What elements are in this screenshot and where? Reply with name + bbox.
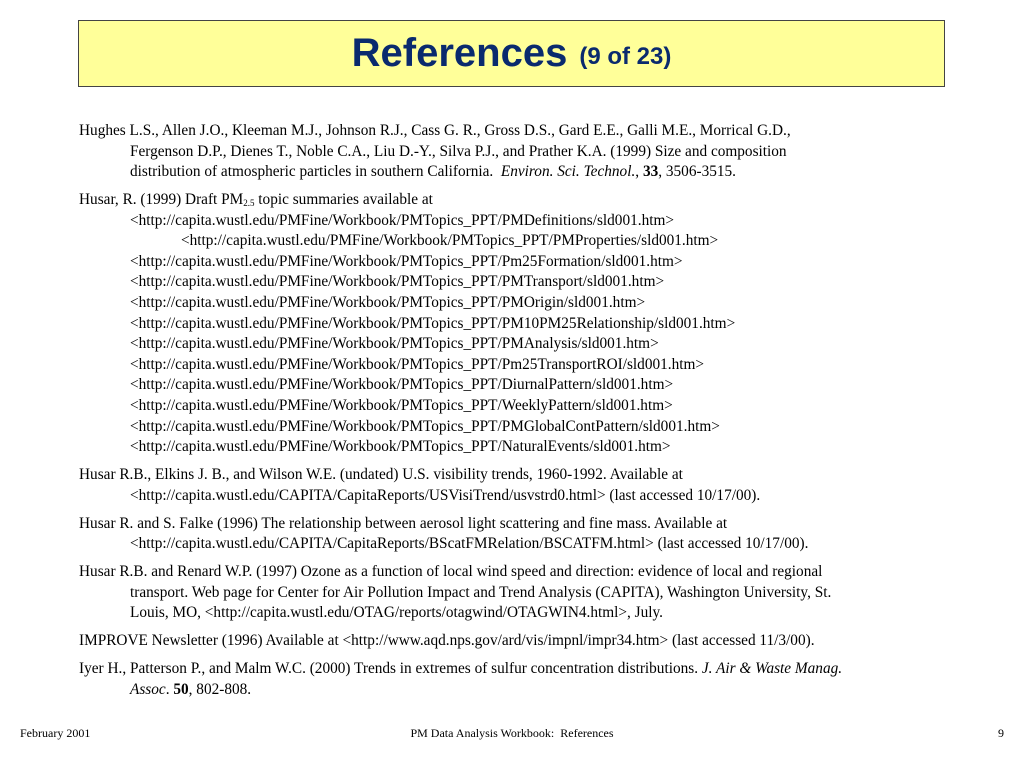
reference-husar-renard-1997: [79, 562, 959, 624]
journal-name: Environ. Sci. Technol.: [500, 163, 636, 181]
reference-line: Hughes L.S., Allen J.O., Kleeman M.J., Johnson R.J., Cass G. R., Gross D.S., Gard E.E., Galli M.E., Morrical G.D.,: [79, 122, 791, 139]
reference-text: Husar, R. (1999) Draft PM: [79, 191, 244, 209]
slide-subtitle: (9 of 23): [579, 42, 672, 70]
reference-url: <http://capita.wustl.edu/PMFine/Workbook/PMTopics_PPT/DiurnalPattern/sld001.htm>: [130, 376, 674, 394]
reference-iyer-2000: [79, 659, 959, 700]
journal-volume: 50: [173, 680, 189, 698]
footer-title: PM Data Analysis Workbook: References: [410, 726, 614, 740]
reference-text: ,: [635, 163, 643, 181]
reference-url: <http://capita.wustl.edu/PMFine/Workbook/PMTopics_PPT/Pm25Formation/sld001.htm>: [130, 252, 683, 270]
journal-volume: 33: [642, 163, 659, 181]
journal-name: Assoc: [130, 680, 166, 698]
reference-text: distribution of atmospheric particles in southern California.: [130, 163, 501, 181]
reference-line: [79, 659, 959, 680]
footer-date: February 2001: [20, 726, 91, 740]
reference-url: <http://capita.wustl.edu/PMFine/Workbook/PMTopics_PPT/PMProperties/sld001.htm>: [181, 232, 719, 250]
reference-line: Louis, MO, <http://capita.wustl.edu/OTAG/reports/otagwind/OTAGWIN4.html>, July.: [130, 604, 663, 622]
slide-title-box: [78, 20, 945, 87]
journal-name: J. Air & Waste Manag.: [701, 660, 843, 678]
reference-url: <http://capita.wustl.edu/PMFine/Workbook/PMTopics_PPT/NaturalEvents/sld001.htm>: [130, 438, 671, 456]
reference-url: <http://capita.wustl.edu/PMFine/Workbook/PMTopics_PPT/PMDefinitions/sld001.htm>: [130, 211, 674, 229]
reference-line: IMPROVE Newsletter (1996) Available at <http://www.aqd.nps.gov/ard/vis/impnl/impr34.htm> (last accessed 11/3/00).: [79, 632, 815, 650]
reference-text: .: [165, 680, 174, 698]
reference-line: <http://capita.wustl.edu/CAPITA/CapitaReports/USVisiTrend/usvstrd0.html> (last accessed 10/17/00).: [130, 486, 761, 504]
reference-list: [79, 121, 959, 708]
slide-title: References: [351, 31, 568, 75]
reference-line: Husar R. and S. Falke (1996) The relationship between aerosol light scattering and fine mass. Available at: [79, 514, 728, 532]
reference-url: <http://capita.wustl.edu/PMFine/Workbook/PMTopics_PPT/PM10PM25Relationship/sld001.htm>: [130, 314, 736, 332]
subscript: 2.5: [243, 198, 255, 209]
reference-line: transport. Web page for Center for Air Pollution Impact and Trend Analysis (CAPITA), Washington University, St.: [130, 583, 832, 601]
reference-text: topic summaries available at: [254, 191, 433, 209]
reference-line: <http://capita.wustl.edu/CAPITA/CapitaReports/BScatFMRelation/BSCATFM.html> (last accessed 10/17/00).: [130, 535, 809, 553]
reference-url: <http://capita.wustl.edu/PMFine/Workbook/PMTopics_PPT/PMGlobalContPattern/sld001.htm>: [130, 417, 720, 435]
reference-line: [79, 162, 959, 183]
reference-line: [79, 680, 959, 701]
reference-url: <http://capita.wustl.edu/PMFine/Workbook/PMTopics_PPT/PMTransport/sld001.htm>: [130, 273, 665, 291]
reference-pages: , 802-808.: [188, 680, 252, 698]
reference-line: [79, 190, 959, 211]
reference-husar-undated: [79, 465, 959, 506]
reference-husar-1999: [79, 190, 959, 458]
reference-pages: , 3506-3515.: [658, 163, 736, 181]
page-number: 9: [998, 726, 1004, 740]
reference-line: Husar R.B. and Renard W.P. (1997) Ozone as a function of local wind speed and direction: evidence of local and regional: [79, 563, 823, 581]
reference-url: <http://capita.wustl.edu/PMFine/Workbook/PMTopics_PPT/PMAnalysis/sld001.htm>: [130, 335, 659, 353]
reference-url: <http://capita.wustl.edu/PMFine/Workbook/PMTopics_PPT/WeeklyPattern/sld001.htm>: [130, 397, 673, 415]
reference-text: Iyer H., Patterson P., and Malm W.C. (2000) Trends in extremes of sulfur concentration distributions.: [79, 660, 702, 678]
reference-url: <http://capita.wustl.edu/PMFine/Workbook/PMTopics_PPT/Pm25TransportROI/sld001.htm>: [130, 355, 705, 373]
reference-url: <http://capita.wustl.edu/PMFine/Workbook/PMTopics_PPT/PMOrigin/sld001.htm>: [130, 294, 646, 312]
reference-hughes-1999: [79, 121, 959, 183]
reference-husar-falke-1996: [79, 514, 959, 555]
reference-line: Husar R.B., Elkins J. B., and Wilson W.E. (undated) U.S. visibility trends, 1960-1992. Available at: [79, 466, 683, 484]
reference-improve-1996: [79, 631, 959, 652]
reference-line: Fergenson D.P., Dienes T., Noble C.A., Liu D.-Y., Silva P.J., and Prather K.A. (1999) Size and composition: [130, 142, 787, 160]
